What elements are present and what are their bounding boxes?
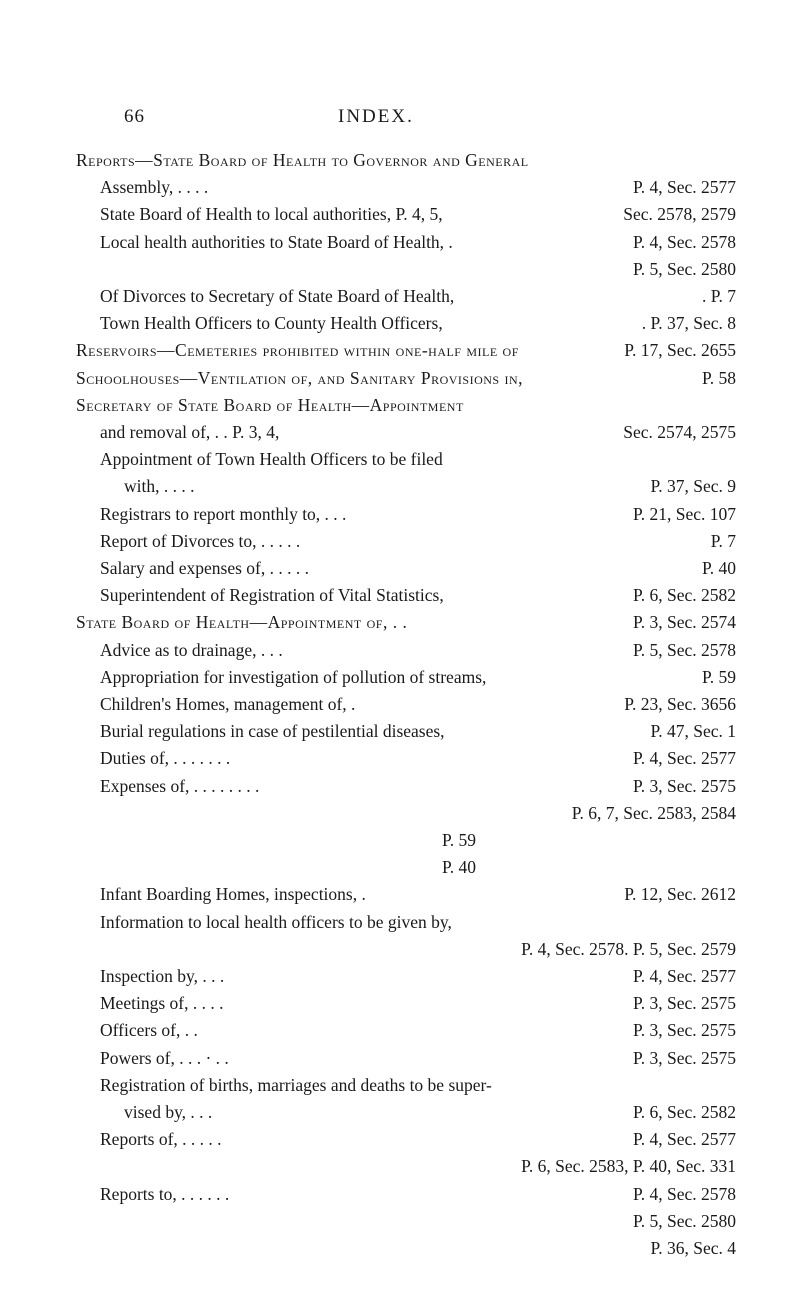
entry-text: Reservoirs—Cemeteries prohibited within one-half mile of bbox=[76, 340, 519, 361]
index-line bbox=[100, 638, 736, 662]
page-reference: P. 36, Sec. 4 bbox=[650, 1238, 736, 1258]
entry-text: Report of Divorces to, . . . . . bbox=[100, 530, 301, 551]
entry-text: Reports of, . . . . . bbox=[100, 1129, 222, 1150]
page-reference: P. 6, Sec. 2583, P. 40, Sec. 331 bbox=[521, 1156, 736, 1177]
entry-text: Salary and expenses of, . . . . . bbox=[100, 558, 309, 578]
entry-text: Secretary of State Board of Health—Appointment bbox=[76, 394, 464, 415]
index-line bbox=[76, 338, 736, 362]
index-line bbox=[100, 1209, 736, 1233]
index-line bbox=[100, 1073, 736, 1097]
page-reference: Sec. 2574, 2575 bbox=[623, 422, 736, 442]
entry-text: Children's Homes, management of, . bbox=[100, 694, 356, 714]
entry-text: Town Health Officers to County Health Officers, bbox=[100, 313, 443, 334]
index-line bbox=[76, 610, 736, 634]
index-line bbox=[124, 474, 736, 498]
index-line bbox=[100, 801, 736, 825]
index-line bbox=[100, 284, 736, 308]
page-reference: P. 40 bbox=[441, 857, 476, 878]
page-reference: P. 4, Sec. 2577 bbox=[632, 966, 736, 986]
page-reference: P. 59 bbox=[441, 830, 476, 850]
entry-text: Of Divorces to Secretary of State Board of Health, bbox=[100, 286, 455, 306]
entry-text: Schoolhouses—Ventilation of, and Sanitary Provisions in, bbox=[76, 367, 523, 388]
page-header bbox=[124, 106, 800, 132]
entry-text: Registrars to report monthly to, . . . bbox=[100, 503, 347, 524]
entry-text: Assembly, . . . . bbox=[100, 177, 209, 198]
entry-text: Inspection by, . . . bbox=[100, 966, 225, 986]
entry-text: Burial regulations in case of pestilential diseases, bbox=[100, 721, 445, 742]
index-line bbox=[100, 1046, 736, 1070]
index-line bbox=[100, 311, 736, 335]
entry-text: Reports to, . . . . . . bbox=[100, 1183, 230, 1204]
entry-text: Advice as to drainage, . . . bbox=[100, 639, 283, 660]
page-reference: P. 58 bbox=[701, 367, 736, 388]
index-line bbox=[100, 583, 736, 607]
index-line bbox=[100, 719, 736, 743]
index-line bbox=[100, 1154, 736, 1178]
index-line bbox=[100, 257, 736, 281]
index-line bbox=[76, 148, 736, 172]
index-line bbox=[100, 230, 736, 254]
index-line bbox=[100, 1127, 736, 1151]
page-reference: P. 6, Sec. 2582 bbox=[632, 1102, 736, 1122]
index-line bbox=[100, 937, 736, 961]
page-reference: P. 4, Sec. 2578. P. 5, Sec. 2579 bbox=[521, 938, 736, 959]
entry-text: Superintendent of Registration of Vital Statistics, bbox=[100, 585, 444, 606]
index-line bbox=[100, 529, 736, 553]
page-reference: P. 5, Sec. 2580 bbox=[632, 258, 736, 279]
page-reference: P. 37, Sec. 9 bbox=[650, 476, 736, 497]
entry-text: Infant Boarding Homes, inspections, . bbox=[100, 884, 366, 905]
index-line bbox=[76, 366, 736, 390]
index-line bbox=[100, 1018, 736, 1042]
entry-text: Appointment of Town Health Officers to be filed bbox=[100, 449, 443, 470]
page-reference: P. 21, Sec. 107 bbox=[632, 503, 736, 524]
entry-text: Registration of births, marriages and deaths to be super- bbox=[100, 1074, 492, 1095]
page-reference: P. 7 bbox=[710, 530, 736, 551]
index-line bbox=[100, 991, 736, 1015]
page-reference: P. 3, Sec. 2575 bbox=[632, 1047, 736, 1068]
page-reference: P. 5, Sec. 2580 bbox=[632, 1210, 736, 1231]
page-number: 66 bbox=[124, 106, 145, 127]
index-line bbox=[100, 665, 736, 689]
page-reference: P. 6, Sec. 2582 bbox=[632, 585, 736, 606]
page-reference: P. 12, Sec. 2612 bbox=[624, 884, 736, 905]
index-line bbox=[100, 556, 736, 580]
page-reference: P. 4, Sec. 2577 bbox=[632, 748, 736, 769]
entry-text: with, . . . . bbox=[124, 476, 195, 497]
index-line bbox=[100, 202, 736, 226]
page-reference: P. 47, Sec. 1 bbox=[650, 721, 736, 742]
entry-text: Powers of, . . . · . . bbox=[100, 1047, 229, 1068]
entry-text: Expenses of, . . . . . . . . bbox=[100, 775, 260, 796]
index-line bbox=[100, 828, 476, 852]
entry-text: State Board of Health—Appointment of, . . bbox=[76, 612, 408, 633]
index-line bbox=[100, 964, 736, 988]
page-reference: P. 17, Sec. 2655 bbox=[624, 340, 736, 361]
page-reference: P. 4, Sec. 2577 bbox=[632, 1129, 736, 1150]
page-reference: . P. 7 bbox=[701, 286, 736, 306]
entry-text: vised by, . . . bbox=[124, 1102, 213, 1122]
page-reference: P. 59 bbox=[701, 666, 736, 687]
index-line bbox=[100, 1182, 736, 1206]
entry-text: and removal of, . . P. 3, 4, bbox=[100, 422, 280, 442]
index-line bbox=[100, 420, 736, 444]
index-line bbox=[100, 1236, 736, 1260]
index-line bbox=[100, 746, 736, 770]
page-reference: P. 4, Sec. 2577 bbox=[632, 177, 736, 198]
page-reference: P. 6, 7, Sec. 2583, 2584 bbox=[571, 802, 736, 823]
page-reference: Sec. 2578, 2579 bbox=[623, 204, 736, 225]
index-line bbox=[100, 447, 736, 471]
page-reference: P. 4, Sec. 2578 bbox=[632, 231, 736, 252]
entry-text: Duties of, . . . . . . . bbox=[100, 748, 231, 769]
index-line bbox=[124, 1100, 736, 1124]
entry-text: Officers of, . . bbox=[100, 1020, 198, 1041]
entry-text: State Board of Health to local authorities, P. 4, 5, bbox=[100, 204, 443, 225]
page-title: INDEX. bbox=[338, 106, 414, 127]
index-line bbox=[100, 882, 736, 906]
index-line bbox=[100, 502, 736, 526]
page-reference: P. 3, Sec. 2575 bbox=[632, 775, 736, 796]
index-line bbox=[100, 175, 736, 199]
page-reference: P. 3, Sec. 2574 bbox=[632, 612, 736, 633]
index-line bbox=[100, 855, 476, 879]
entry-text: Information to local health officers to be given by, bbox=[100, 911, 452, 932]
page-reference: P. 5, Sec. 2578 bbox=[632, 639, 736, 660]
index-line bbox=[76, 393, 736, 417]
entry-text: Reports—State Board of Health to Governor and General bbox=[76, 150, 529, 170]
entry-text: Meetings of, . . . . bbox=[100, 993, 224, 1014]
page-reference: P. 3, Sec. 2575 bbox=[632, 1020, 736, 1041]
page-reference: P. 3, Sec. 2575 bbox=[632, 993, 736, 1014]
entry-text: Appropriation for investigation of pollution of streams, bbox=[100, 666, 487, 687]
index-line bbox=[100, 692, 736, 716]
page-reference: P. 40 bbox=[701, 558, 736, 578]
entry-text: Local health authorities to State Board of Health, . bbox=[100, 231, 453, 252]
page-reference: P. 23, Sec. 3656 bbox=[624, 694, 736, 714]
index-line bbox=[100, 774, 736, 798]
page-reference: . P. 37, Sec. 8 bbox=[641, 313, 736, 334]
page-reference: P. 4, Sec. 2578 bbox=[632, 1183, 736, 1204]
index-line bbox=[100, 910, 736, 934]
